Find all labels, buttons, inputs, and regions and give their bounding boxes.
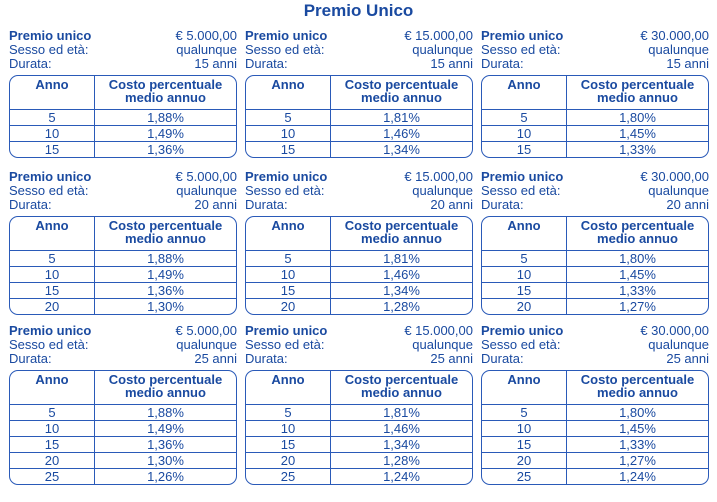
cell-anno: 10 bbox=[482, 267, 567, 282]
cell-anno: 5 bbox=[482, 110, 567, 125]
cell-anno: 15 bbox=[10, 142, 95, 157]
sesso-eta-value: qualunque bbox=[176, 183, 237, 198]
cost-table bbox=[481, 370, 709, 485]
cell-costo: 1,45% bbox=[619, 126, 656, 141]
cell-anno: 10 bbox=[10, 126, 95, 141]
header-anno: Anno bbox=[246, 76, 331, 109]
premio-unico-label: Premio unico bbox=[245, 323, 328, 338]
premio-unico-value: € 5.000,00 bbox=[175, 28, 237, 43]
durata-label: Durata: bbox=[481, 351, 524, 366]
header-anno: Anno bbox=[246, 371, 331, 404]
table-row bbox=[246, 298, 472, 314]
durata-row bbox=[481, 352, 709, 366]
sesso-eta-row bbox=[9, 43, 237, 57]
durata-value: 25 anni bbox=[666, 351, 709, 366]
header-anno: Anno bbox=[482, 217, 567, 250]
header-anno: Anno bbox=[482, 371, 567, 404]
premio-unico-row bbox=[245, 170, 473, 184]
table-row bbox=[10, 436, 236, 452]
cell-costo: 1,27% bbox=[619, 299, 656, 314]
premium-block bbox=[481, 29, 709, 158]
cell-anno: 5 bbox=[10, 251, 95, 266]
cell-costo: 1,46% bbox=[383, 267, 420, 282]
sesso-eta-row bbox=[9, 338, 237, 352]
header-costo-line2: medio annuo bbox=[125, 385, 206, 400]
table-row bbox=[10, 452, 236, 468]
table-row bbox=[246, 405, 472, 420]
header-costo-line2: medio annuo bbox=[361, 385, 442, 400]
premio-unico-value: € 15.000,00 bbox=[404, 28, 473, 43]
header-costo bbox=[95, 76, 236, 109]
table-header bbox=[10, 217, 236, 251]
cell-costo: 1,81% bbox=[383, 405, 420, 420]
cell-costo: 1,36% bbox=[147, 437, 184, 452]
premium-block bbox=[9, 29, 237, 158]
table-row bbox=[246, 282, 472, 298]
table-row bbox=[482, 266, 708, 282]
table-row bbox=[10, 110, 236, 125]
durata-label: Durata: bbox=[245, 351, 288, 366]
header-costo-line2: medio annuo bbox=[361, 231, 442, 246]
premio-unico-label: Premio unico bbox=[245, 169, 328, 184]
cell-anno: 5 bbox=[246, 251, 331, 266]
cell-costo: 1,33% bbox=[619, 142, 656, 157]
premio-unico-row bbox=[481, 170, 709, 184]
table-row bbox=[10, 405, 236, 420]
premio-unico-row bbox=[9, 29, 237, 43]
table-row bbox=[246, 110, 472, 125]
cell-costo: 1,28% bbox=[383, 453, 420, 468]
premio-unico-row bbox=[9, 324, 237, 338]
cell-costo: 1,24% bbox=[383, 469, 420, 484]
cell-costo: 1,34% bbox=[383, 437, 420, 452]
cost-table bbox=[245, 216, 473, 315]
premio-unico-value: € 5.000,00 bbox=[175, 169, 237, 184]
cell-anno: 25 bbox=[10, 469, 95, 484]
premio-unico-label: Premio unico bbox=[481, 28, 564, 43]
premium-info bbox=[245, 170, 473, 214]
cell-costo: 1,36% bbox=[147, 142, 184, 157]
cell-costo: 1,88% bbox=[147, 110, 184, 125]
durata-value: 15 anni bbox=[194, 56, 237, 71]
cell-costo: 1,49% bbox=[147, 126, 184, 141]
cell-costo: 1,33% bbox=[619, 283, 656, 298]
table-row bbox=[482, 298, 708, 314]
cell-anno: 10 bbox=[246, 126, 331, 141]
sesso-eta-value: qualunque bbox=[648, 183, 709, 198]
header-anno: Anno bbox=[10, 217, 95, 250]
cell-costo: 1,30% bbox=[147, 453, 184, 468]
sesso-eta-value: qualunque bbox=[412, 42, 473, 57]
cell-anno: 15 bbox=[246, 437, 331, 452]
header-costo-line2: medio annuo bbox=[597, 231, 678, 246]
cost-table bbox=[9, 75, 237, 158]
cell-anno: 20 bbox=[246, 453, 331, 468]
premium-info bbox=[481, 170, 709, 214]
premio-unico-label: Premio unico bbox=[481, 323, 564, 338]
premio-unico-value: € 30.000,00 bbox=[640, 169, 709, 184]
cell-anno: 15 bbox=[246, 142, 331, 157]
cell-costo: 1,88% bbox=[147, 405, 184, 420]
cell-anno: 5 bbox=[482, 251, 567, 266]
durata-row bbox=[245, 57, 473, 71]
cell-costo: 1,27% bbox=[619, 453, 656, 468]
cell-costo: 1,34% bbox=[383, 142, 420, 157]
cell-anno: 5 bbox=[10, 405, 95, 420]
cell-anno: 20 bbox=[246, 299, 331, 314]
cell-anno: 20 bbox=[10, 299, 95, 314]
premio-unico-label: Premio unico bbox=[9, 169, 92, 184]
cell-costo: 1,46% bbox=[383, 126, 420, 141]
sesso-eta-label: Sesso ed età: bbox=[9, 183, 89, 198]
premium-info bbox=[481, 29, 709, 73]
cell-costo: 1,49% bbox=[147, 267, 184, 282]
table-header bbox=[482, 217, 708, 251]
table-header bbox=[482, 76, 708, 110]
durata-value: 25 anni bbox=[430, 351, 473, 366]
header-costo-line2: medio annuo bbox=[597, 90, 678, 105]
table-row bbox=[246, 452, 472, 468]
cost-table bbox=[245, 370, 473, 485]
cell-anno: 20 bbox=[482, 453, 567, 468]
cell-costo: 1,81% bbox=[383, 251, 420, 266]
sesso-eta-label: Sesso ed età: bbox=[481, 337, 561, 352]
header-costo bbox=[95, 217, 236, 250]
sesso-eta-label: Sesso ed età: bbox=[245, 337, 325, 352]
durata-row bbox=[481, 198, 709, 212]
sesso-eta-value: qualunque bbox=[648, 42, 709, 57]
premium-info bbox=[9, 324, 237, 368]
cell-costo: 1,81% bbox=[383, 110, 420, 125]
durata-row bbox=[9, 198, 237, 212]
table-row bbox=[246, 141, 472, 157]
cost-table bbox=[9, 216, 237, 315]
header-anno: Anno bbox=[246, 217, 331, 250]
table-row bbox=[10, 141, 236, 157]
header-costo-line1: Costo percentuale bbox=[108, 372, 223, 387]
cost-table bbox=[481, 75, 709, 158]
header-costo bbox=[567, 76, 708, 109]
cell-costo: 1,49% bbox=[147, 421, 184, 436]
cell-anno: 15 bbox=[10, 437, 95, 452]
cell-anno: 10 bbox=[482, 421, 567, 436]
table-row bbox=[10, 298, 236, 314]
header-costo bbox=[567, 217, 708, 250]
cell-costo: 1,80% bbox=[619, 110, 656, 125]
header-costo-line1: Costo percentuale bbox=[580, 77, 695, 92]
cell-costo: 1,80% bbox=[619, 251, 656, 266]
table-row bbox=[246, 436, 472, 452]
table-header bbox=[10, 371, 236, 405]
header-costo-line1: Costo percentuale bbox=[344, 218, 459, 233]
durata-value: 15 anni bbox=[430, 56, 473, 71]
cell-anno: 15 bbox=[10, 283, 95, 298]
durata-row bbox=[245, 352, 473, 366]
premio-unico-value: € 15.000,00 bbox=[404, 169, 473, 184]
sesso-eta-row bbox=[481, 43, 709, 57]
sesso-eta-row bbox=[245, 338, 473, 352]
sesso-eta-label: Sesso ed età: bbox=[245, 42, 325, 57]
premio-unico-row bbox=[9, 170, 237, 184]
header-costo-line1: Costo percentuale bbox=[580, 372, 695, 387]
premio-unico-value: € 5.000,00 bbox=[175, 323, 237, 338]
sesso-eta-label: Sesso ed età: bbox=[481, 183, 561, 198]
table-row bbox=[10, 420, 236, 436]
cell-costo: 1,36% bbox=[147, 283, 184, 298]
table-row bbox=[10, 468, 236, 484]
cell-costo: 1,30% bbox=[147, 299, 184, 314]
header-costo bbox=[331, 217, 472, 250]
cell-anno: 10 bbox=[246, 421, 331, 436]
header-costo-line2: medio annuo bbox=[597, 385, 678, 400]
premium-block bbox=[481, 324, 709, 485]
header-costo-line2: medio annuo bbox=[125, 231, 206, 246]
cell-anno: 15 bbox=[482, 142, 567, 157]
cell-anno: 25 bbox=[482, 469, 567, 484]
header-costo-line1: Costo percentuale bbox=[344, 372, 459, 387]
cell-costo: 1,45% bbox=[619, 267, 656, 282]
premio-unico-label: Premio unico bbox=[245, 28, 328, 43]
table-row bbox=[10, 282, 236, 298]
premio-unico-label: Premio unico bbox=[9, 323, 92, 338]
cell-costo: 1,28% bbox=[383, 299, 420, 314]
cell-anno: 10 bbox=[482, 126, 567, 141]
cell-anno: 5 bbox=[246, 405, 331, 420]
cost-table bbox=[245, 75, 473, 158]
sesso-eta-value: qualunque bbox=[412, 183, 473, 198]
header-costo-line1: Costo percentuale bbox=[108, 77, 223, 92]
sesso-eta-row bbox=[481, 338, 709, 352]
cell-anno: 10 bbox=[10, 421, 95, 436]
premium-block bbox=[481, 170, 709, 315]
table-row bbox=[10, 266, 236, 282]
durata-label: Durata: bbox=[9, 351, 52, 366]
cost-table bbox=[9, 370, 237, 485]
cell-costo: 1,33% bbox=[619, 437, 656, 452]
durata-value: 20 anni bbox=[430, 197, 473, 212]
header-anno: Anno bbox=[482, 76, 567, 109]
cell-costo: 1,88% bbox=[147, 251, 184, 266]
durata-value: 20 anni bbox=[666, 197, 709, 212]
durata-row bbox=[9, 352, 237, 366]
premio-unico-value: € 15.000,00 bbox=[404, 323, 473, 338]
header-costo-line2: medio annuo bbox=[361, 90, 442, 105]
durata-value: 15 anni bbox=[666, 56, 709, 71]
table-header bbox=[246, 371, 472, 405]
premium-block bbox=[245, 170, 473, 315]
header-costo-line1: Costo percentuale bbox=[108, 218, 223, 233]
premium-block bbox=[9, 324, 237, 485]
sesso-eta-row bbox=[481, 184, 709, 198]
table-row bbox=[246, 468, 472, 484]
cell-costo: 1,24% bbox=[619, 469, 656, 484]
cell-costo: 1,34% bbox=[383, 283, 420, 298]
header-costo bbox=[567, 371, 708, 404]
premium-block bbox=[245, 324, 473, 485]
cell-anno: 5 bbox=[10, 110, 95, 125]
cell-anno: 20 bbox=[482, 299, 567, 314]
cell-anno: 10 bbox=[246, 267, 331, 282]
table-header bbox=[482, 371, 708, 405]
table-header bbox=[246, 76, 472, 110]
table-row bbox=[482, 141, 708, 157]
table-row bbox=[482, 282, 708, 298]
durata-label: Durata: bbox=[9, 56, 52, 71]
premio-unico-row bbox=[245, 29, 473, 43]
header-costo bbox=[331, 371, 472, 404]
cell-anno: 5 bbox=[246, 110, 331, 125]
header-costo bbox=[95, 371, 236, 404]
premium-info bbox=[481, 324, 709, 368]
premium-info bbox=[9, 29, 237, 73]
premium-block bbox=[245, 29, 473, 158]
premio-unico-value: € 30.000,00 bbox=[640, 323, 709, 338]
table-row bbox=[482, 452, 708, 468]
table-row bbox=[482, 468, 708, 484]
cell-anno: 20 bbox=[10, 453, 95, 468]
table-row bbox=[482, 420, 708, 436]
sesso-eta-row bbox=[9, 184, 237, 198]
header-costo bbox=[331, 76, 472, 109]
table-row bbox=[10, 251, 236, 266]
premio-unico-row bbox=[481, 324, 709, 338]
table-row bbox=[482, 110, 708, 125]
durata-label: Durata: bbox=[245, 197, 288, 212]
header-costo-line1: Costo percentuale bbox=[344, 77, 459, 92]
premio-unico-row bbox=[481, 29, 709, 43]
premio-unico-value: € 30.000,00 bbox=[640, 28, 709, 43]
table-row bbox=[246, 125, 472, 141]
durata-value: 20 anni bbox=[194, 197, 237, 212]
cell-anno: 10 bbox=[10, 267, 95, 282]
sesso-eta-value: qualunque bbox=[648, 337, 709, 352]
durata-label: Durata: bbox=[9, 197, 52, 212]
durata-row bbox=[481, 57, 709, 71]
premio-unico-label: Premio unico bbox=[9, 28, 92, 43]
table-row bbox=[482, 405, 708, 420]
cell-anno: 15 bbox=[482, 283, 567, 298]
sesso-eta-label: Sesso ed età: bbox=[481, 42, 561, 57]
premium-info bbox=[245, 29, 473, 73]
table-header bbox=[10, 76, 236, 110]
table-row bbox=[482, 125, 708, 141]
durata-value: 25 anni bbox=[194, 351, 237, 366]
cell-costo: 1,45% bbox=[619, 421, 656, 436]
cost-table bbox=[481, 216, 709, 315]
durata-label: Durata: bbox=[481, 197, 524, 212]
cell-anno: 25 bbox=[246, 469, 331, 484]
durata-label: Durata: bbox=[245, 56, 288, 71]
header-costo-line2: medio annuo bbox=[125, 90, 206, 105]
durata-row bbox=[245, 198, 473, 212]
premium-block bbox=[9, 170, 237, 315]
sesso-eta-label: Sesso ed età: bbox=[245, 183, 325, 198]
table-row bbox=[482, 436, 708, 452]
premio-unico-row bbox=[245, 324, 473, 338]
table-row bbox=[246, 266, 472, 282]
premio-unico-label: Premio unico bbox=[481, 169, 564, 184]
sesso-eta-value: qualunque bbox=[176, 337, 237, 352]
sesso-eta-row bbox=[245, 43, 473, 57]
table-header bbox=[246, 217, 472, 251]
sesso-eta-row bbox=[245, 184, 473, 198]
durata-label: Durata: bbox=[481, 56, 524, 71]
cell-anno: 15 bbox=[482, 437, 567, 452]
premium-info bbox=[9, 170, 237, 214]
header-anno: Anno bbox=[10, 371, 95, 404]
table-row bbox=[246, 420, 472, 436]
cell-anno: 15 bbox=[246, 283, 331, 298]
durata-row bbox=[9, 57, 237, 71]
header-costo-line1: Costo percentuale bbox=[580, 218, 695, 233]
table-row bbox=[482, 251, 708, 266]
header-anno: Anno bbox=[10, 76, 95, 109]
sesso-eta-value: qualunque bbox=[412, 337, 473, 352]
sesso-eta-label: Sesso ed età: bbox=[9, 337, 89, 352]
sesso-eta-value: qualunque bbox=[176, 42, 237, 57]
premium-info bbox=[245, 324, 473, 368]
sesso-eta-label: Sesso ed età: bbox=[9, 42, 89, 57]
cell-anno: 5 bbox=[482, 405, 567, 420]
cell-costo: 1,80% bbox=[619, 405, 656, 420]
table-row bbox=[10, 125, 236, 141]
cell-costo: 1,26% bbox=[147, 469, 184, 484]
table-row bbox=[246, 251, 472, 266]
cell-costo: 1,46% bbox=[383, 421, 420, 436]
page-title: Premio Unico bbox=[303, 1, 414, 20]
